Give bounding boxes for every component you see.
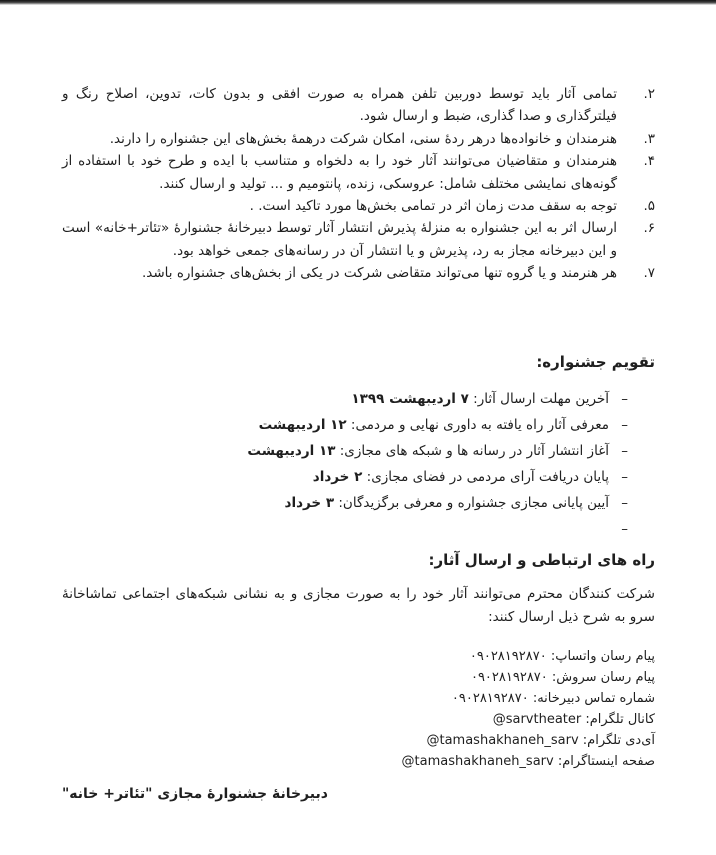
contact-soroush	[62, 667, 655, 688]
calendar-item	[62, 492, 655, 514]
rule-item	[62, 150, 655, 195]
contact-value: ۰۹۰۲۸۱۹۲۸۷۰	[469, 648, 547, 664]
contact-value: ۰۹۰۲۸۱۹۲۸۷۰	[451, 690, 529, 706]
rule-number: ۴.	[643, 153, 655, 170]
calendar-item-empty	[62, 518, 655, 540]
contact-whatsapp	[62, 646, 655, 667]
contact-label: آی‌دی تلگرام:	[578, 732, 655, 748]
rule-text: هر هنرمند و یا گروه تنها می‌تواند متقاضی شرکت در یکی از بخش‌های جشنواره باشد.	[141, 265, 617, 282]
rule-number: ۶.	[643, 220, 655, 237]
rule-text: تمامی آثار باید توسط دوربین تلفن همراه به صورت افقی و بدون کات، تدوین، اصلاح رنگ و فیلترگذاری و صدا گذاری، ضبط و ارسال شود.	[62, 86, 617, 125]
contact-label: شماره تماس دبیرخانه:	[528, 690, 655, 706]
calendar-item-label: آخرین مهلت ارسال آثار:	[468, 390, 609, 407]
rule-number: ۳.	[643, 130, 655, 147]
contact-value: @sarvtheater	[492, 711, 582, 727]
calendar-item-text	[62, 466, 609, 488]
calendar-item	[62, 440, 655, 462]
calendar-item-date: ۱۳ اردیبهشت	[247, 442, 336, 459]
contact-label: پیام رسان سروش:	[547, 669, 655, 685]
rule-text: هنرمندان و متقاضیان می‌توانند آثار خود را به دلخواه و متناسب با ایده و طرح خود با استفاده از گونه‌های نمایشی مختلف شامل: عروسکی، زنده، پانتومیم و ... تولید و ارسال کنند.	[62, 153, 617, 192]
dash-bullet: –	[621, 390, 628, 407]
rule-text: هنرمندان و خانواده‌ها درهر ردهٔ سنی، امکان شرکت درهمهٔ بخش‌های این جشنواره را دارند.	[109, 130, 617, 147]
calendar-item	[62, 414, 655, 436]
rule-item	[62, 217, 655, 262]
contact-label: پیام رسان واتساپ:	[546, 648, 655, 664]
dash-bullet: –	[621, 416, 628, 433]
rule-number: ۵.	[643, 198, 655, 215]
rule-text: توجه به سقف مدت زمان اثر در تمامی بخش‌ها مورد تاکید است. .	[249, 198, 617, 215]
calendar-item-label: آغاز انتشار آثار در رسانه ها و شبکه های مجازی:	[335, 442, 609, 459]
rule-number: ۷.	[643, 265, 655, 282]
rule-item	[62, 195, 655, 217]
footer-signature: دبیرخانهٔ جشنوارهٔ مجازی "تئاتر+ خانه"	[62, 785, 328, 802]
contact-telegram-id	[62, 730, 655, 751]
calendar-item-date: ۳ خرداد	[284, 494, 335, 511]
calendar-item-label: معرفی آثار راه یافته به داوری نهایی و مردمی:	[346, 416, 609, 433]
calendar-item-text	[62, 440, 609, 462]
contact-value: @tamashakhaneh_sarv	[401, 753, 554, 769]
calendar-item-date: ۷ اردیبهشت ۱۳۹۹	[351, 390, 469, 407]
contact-intro-paragraph: شرکت کنندگان محترم می‌توانند آثار خود را به صورت مجازی و به نشانی شبکه‌های اجتماعی تماشاخانهٔ سرو به شرح ذیل ارسال کنند:	[62, 585, 655, 626]
rule-item	[62, 83, 655, 128]
scan-edge-bar	[0, 0, 716, 5]
contact-phone	[62, 688, 655, 709]
rules-list	[62, 83, 655, 285]
contact-value: @tamashakhaneh_sarv	[426, 732, 579, 748]
calendar-item	[62, 466, 655, 488]
calendar-item-date: ۱۲ اردیبهشت	[258, 416, 347, 433]
dash-bullet: –	[621, 442, 628, 459]
dash-bullet: –	[621, 468, 628, 485]
contact-telegram-channel	[62, 709, 655, 730]
rule-number: ۲.	[643, 86, 655, 102]
rule-item	[62, 128, 655, 150]
calendar-heading: تقویم جشنواره:	[536, 352, 655, 371]
rule-item	[62, 262, 655, 284]
calendar-item-date: ۲ خرداد	[312, 468, 363, 485]
rule-text: ارسال اثر به این جشنواره به منزلهٔ پذیرش انتشار آثار توسط دبیرخانهٔ جشنوارهٔ «تئاتر+خانه» است و این دبیرخانه مجاز به رد، پذیرش و یا انتشار آن در رسانه‌های جمعی خواهد بود.	[62, 220, 617, 259]
contact-heading: راه های ارتباطی و ارسال آثار:	[428, 550, 655, 569]
calendar-item	[62, 388, 655, 410]
contact-value: ۰۹۰۲۸۱۹۲۸۷۰	[470, 669, 548, 685]
calendar-item-text	[62, 492, 609, 514]
calendar-item-label: پایان دریافت آرای مردمی در فضای مجازی:	[362, 468, 609, 485]
contact-label: صفحه اینستاگرام:	[553, 753, 655, 769]
contact-instagram	[62, 751, 655, 772]
calendar-item-text	[62, 414, 609, 436]
calendar-item-text	[62, 518, 609, 540]
calendar-list	[62, 388, 655, 540]
contact-list	[62, 646, 655, 772]
calendar-item-text	[62, 388, 609, 410]
calendar-item-label: آیین پایانی مجازی جشنواره و معرفی برگزیدگان:	[334, 494, 609, 511]
dash-bullet: –	[621, 520, 628, 537]
contact-label: کانال تلگرام:	[581, 711, 655, 727]
dash-bullet: –	[621, 494, 628, 511]
